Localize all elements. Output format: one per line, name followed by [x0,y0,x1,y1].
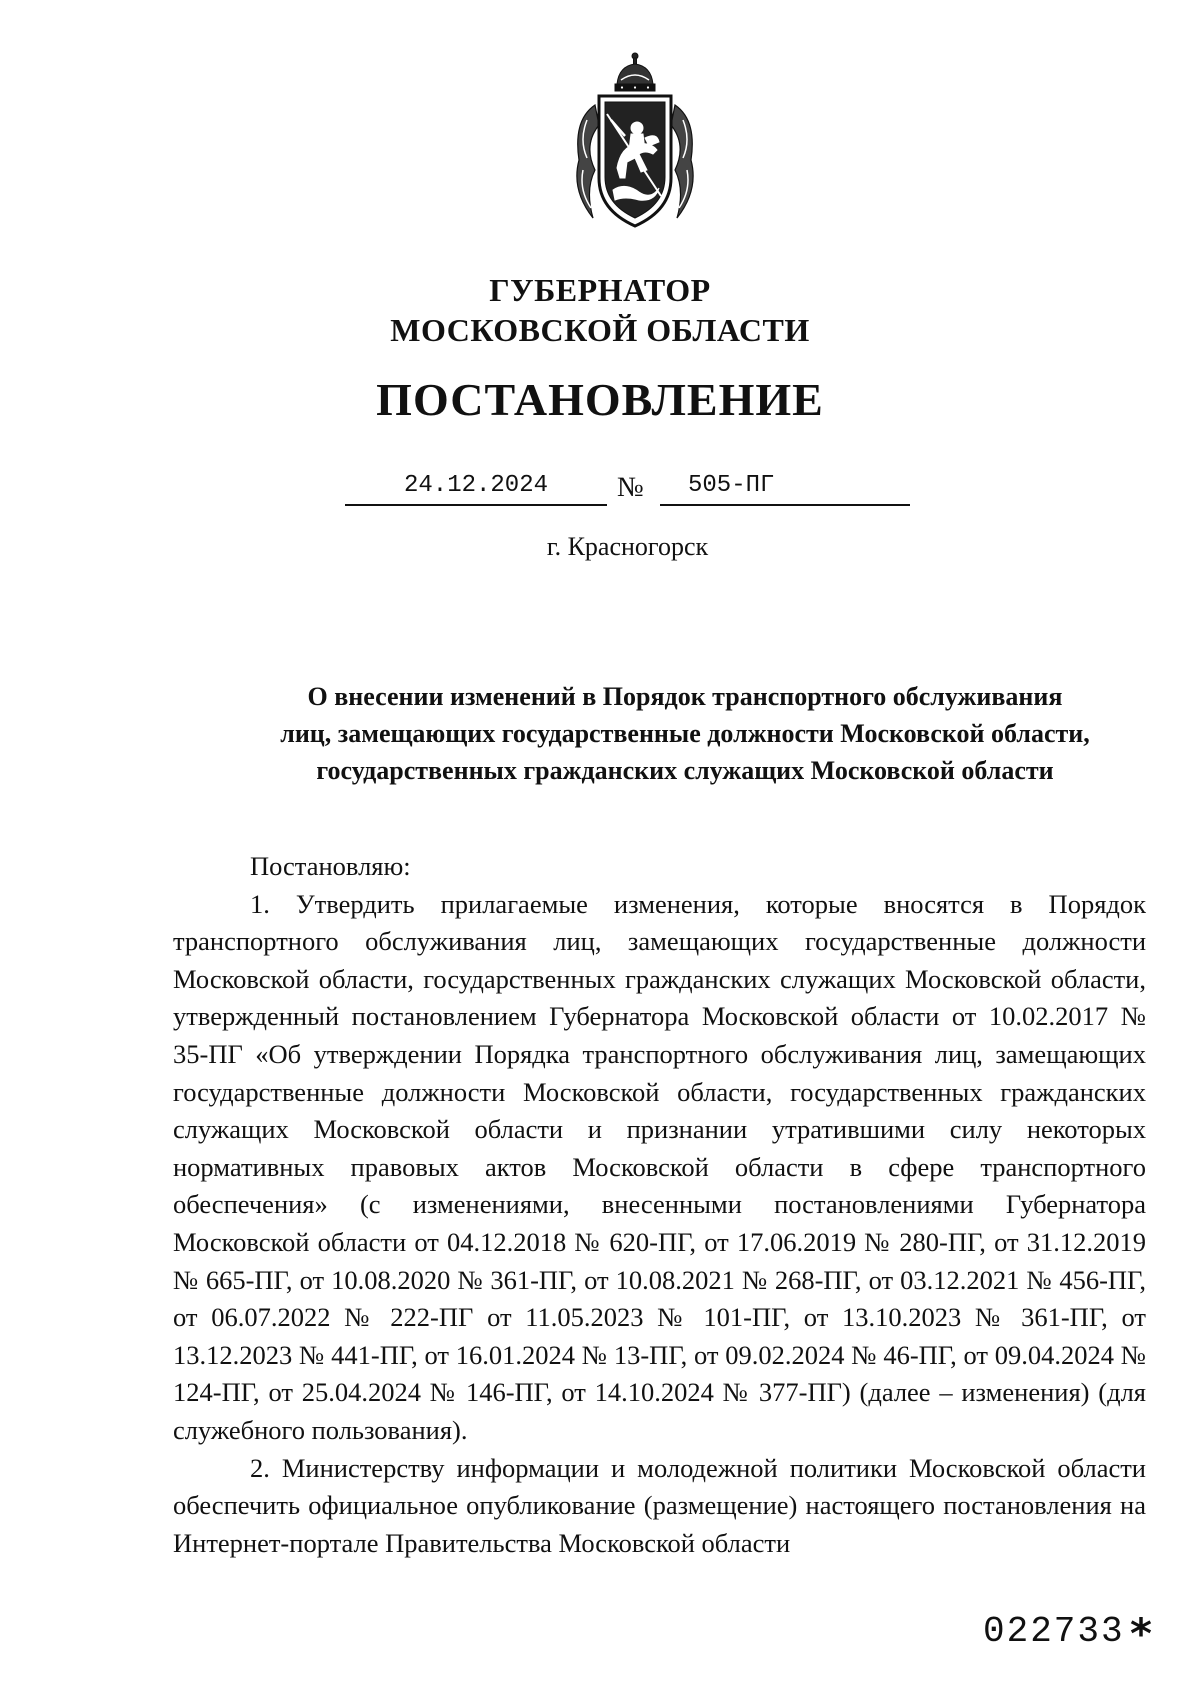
number-sign: № [617,472,644,503]
authority-line-2: МОСКОВСКОЙ ОБЛАСТИ [390,312,810,348]
paragraph-1: 1. Утвердить прилагаемые изменения, которые вносятся в Порядок транспортного обслуживания лиц, замещающих государственные должности Московской области, государственных гражданских служащих Московской области, утвержденный постановлением Губернатора Московской области от 10.02.2017 № 35-ПГ «Об утверждении Порядка транспортного обслуживания лиц, замещающих государственные должности Московской области, государственных гражданских служащих Московской области и признании утратившими силу некоторых нормативных правовых актов Московской области в сфере транспортного обеспечения» (с изменениями, внесенными постановлениями Губернатора Московской области от 04.12.2018 № 620-ПГ, от 17.06.2019 № 280-ПГ, от 31.12.2019 № 665-ПГ, от 10.08.2020 № 361-ПГ, от 10.08.2021 № 268-ПГ, от 03.12.2021 № 456-ПГ, от 06.07.2022 № 222-ПГ от 11.05.2023 № 101-ПГ, от 13.10.2023 № 361-ПГ, от 13.12.2023 № 441-ПГ, от 16.01.2024 № 13-ПГ, от 09.02.2024 № 46-ПГ, от 09.04.2024 № 124-ПГ, от 25.04.2024 № 146-ПГ, от 14.10.2024 № 377-ПГ) (далее – изменения) (для служебного пользования). [173,888,1146,1445]
asterisk-mark: * [1130,1609,1152,1658]
decree-word: Постановляю: [250,851,411,881]
city-line [0,530,1200,564]
paragraph-2: 2. Министерству информации и молодежной политики Московской области обеспечить официальное опубликование (размещение) настоящего постановления на Интернет-портале Правительства Московской области [173,1452,1146,1558]
document-body [173,848,1146,1562]
serial-number: 022733 [983,1611,1125,1652]
title-line: О внесении изменений в Порядок транспортного обслуживания [307,682,1063,711]
title-line: государственных гражданских служащих Московской области [316,756,1054,785]
title-line: лиц, замещающих государственные должности Московской области, [280,719,1090,748]
city-name: г. Красногорск [546,532,709,561]
document-date: 24.12.2024 [345,468,607,506]
document-number-field [660,468,910,506]
document-type-heading: ПОСТАНОВЛЕНИЕ [376,374,824,425]
document-number: 505-ПГ [688,472,775,499]
document-title [230,678,1140,789]
authority-line-1: ГУБЕРНАТОР [489,272,711,308]
coat-of-arms-icon [565,50,705,235]
